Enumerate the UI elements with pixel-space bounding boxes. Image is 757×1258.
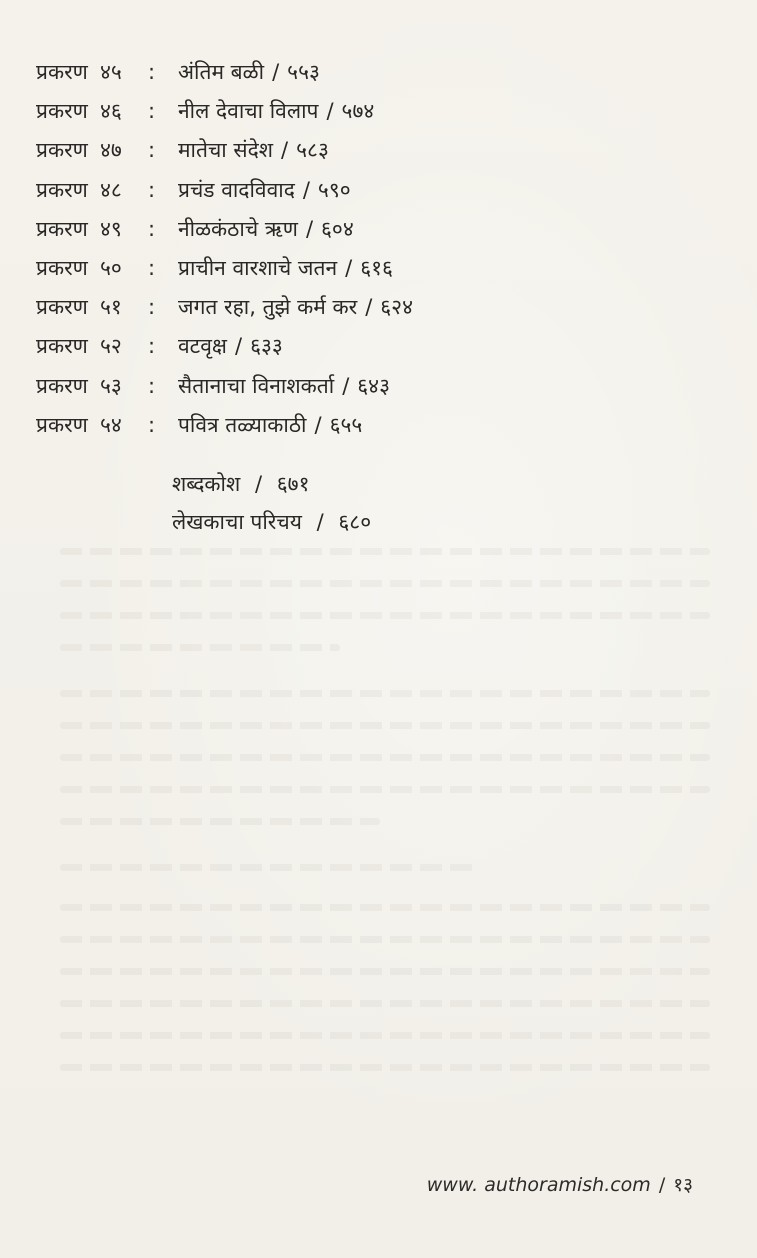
chapter-label: प्रकरण [36,373,88,398]
chapter-label: प्रकरण [36,412,88,437]
toc-entry-glossary[interactable] [172,470,572,508]
slash-separator: / [342,373,350,398]
back-matter-list [172,470,572,546]
slash-separator: / [305,216,314,241]
chapter-title: सैतानाचा विनाशकर्ता [178,373,335,398]
toc-entry[interactable] [36,332,716,371]
chapter-number: ४८ [100,177,122,202]
chapter-label: प्रकरण [36,99,88,124]
slash-separator: / [345,255,353,280]
toc-entry[interactable] [36,411,716,450]
entry-title: लेखकाचा परिचय [172,510,302,534]
chapter-label: प्रकरण [36,177,88,202]
chapter-page: ५५३ [287,60,320,84]
toc-entry[interactable] [36,293,716,332]
slash-separator: / [254,472,263,496]
chapter-separator: : [148,295,156,320]
chapter-number: ५२ [100,334,122,359]
chapter-title: नील देवाचा विलाप [178,99,319,124]
chapter-title: वटवृक्ष [178,334,227,359]
chapter-page: ५७४ [341,99,375,124]
chapter-label: प्रकरण [36,255,88,280]
chapter-separator: : [148,99,156,124]
chapter-separator: : [148,177,156,202]
chapter-number: ५४ [100,412,122,437]
entry-title: शब्दकोश [172,472,241,496]
chapter-separator: : [148,334,156,359]
toc-entry[interactable] [36,176,716,215]
chapter-number: ४७ [100,138,122,163]
toc-entry[interactable] [36,136,716,175]
toc-entry[interactable] [36,372,716,411]
chapter-number: ४६ [100,99,122,124]
slash-separator: / [272,60,280,84]
chapter-number: ४५ [100,60,122,84]
chapter-label: प्रकरण [36,138,88,163]
chapter-page: ५९० [317,177,351,202]
slash-separator: / [658,1174,666,1196]
slash-separator: / [302,177,310,202]
chapter-number: ५१ [100,295,122,320]
chapter-title: अंतिम बळी [178,60,265,84]
chapter-page: ६०४ [321,216,354,241]
chapter-title: पवित्र तळ्याकाठी [178,412,307,437]
entry-page: ६७१ [276,472,310,496]
chapter-separator: : [148,60,156,84]
chapter-page: ६५५ [329,412,363,437]
slash-separator: / [281,138,289,163]
page-footer [427,1171,693,1197]
chapter-number: ४९ [100,216,122,241]
table-of-contents [36,58,716,450]
slash-separator: / [365,295,373,320]
toc-entry[interactable] [36,215,716,254]
chapter-number: ५३ [100,373,122,398]
chapter-separator: : [148,138,156,163]
chapter-separator: : [148,255,156,280]
slash-separator: / [314,412,322,437]
chapter-title: प्राचीन वारशाचे जतन [178,255,338,280]
slash-separator: / [235,334,243,359]
chapter-label: प्रकरण [36,334,88,359]
chapter-separator: : [148,412,156,437]
chapter-page: ५८३ [296,138,329,163]
chapter-page: ६२४ [380,295,414,320]
slash-separator: / [326,99,334,124]
chapter-page: ६१६ [360,255,393,280]
chapter-page: ६४३ [357,373,391,398]
chapter-title: मातेचा संदेश [178,138,274,163]
chapter-title: जगत रहा, तुझे कर्म कर [178,295,358,320]
chapter-title: प्रचंड वादविवाद [178,177,295,202]
website-url: www. authoramish.com [426,1174,651,1196]
slash-separator: / [316,510,324,534]
chapter-number: ५० [100,255,122,280]
toc-entry[interactable] [36,97,716,136]
chapter-separator: : [148,373,156,398]
page-number: १३ [673,1174,693,1196]
chapter-label: प्रकरण [36,295,88,320]
chapter-title: नीळकंठाचे ऋण [178,216,298,241]
chapter-label: प्रकरण [36,60,88,84]
toc-entry[interactable] [36,58,716,97]
toc-entry-about-author[interactable] [172,508,572,546]
chapter-label: प्रकरण [36,216,88,241]
chapter-separator: : [148,216,156,241]
toc-entry[interactable] [36,254,716,293]
chapter-page: ६३३ [250,334,283,359]
entry-page: ६८० [338,510,372,534]
